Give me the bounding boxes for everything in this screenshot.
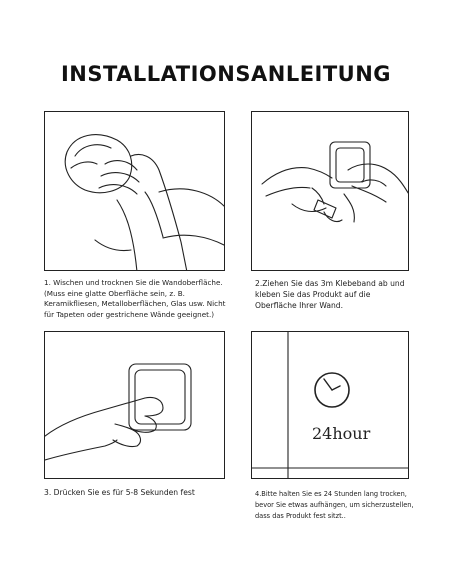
step-1-caption: 1. Wischen und trocknen Sie die Wandoberfläche. (Muss eine glatte Oberfläche sein, z. B. Keramikfliesen, Metalloberflächen, Glas usw. Nicht für Tapeten oder gestrichene Wände geeignet.) bbox=[44, 278, 226, 319]
step-2-caption: 2.Ziehen Sie das 3m Klebeband ab und kleben Sie das Produkt auf die Oberfläche Ihrer Wand. bbox=[255, 279, 405, 310]
step-2-illustration bbox=[251, 111, 409, 271]
step-4-caption: 4.Bitte halten Sie es 24 Stunden lang trocken, bevor Sie etwas aufhängen, um sicherzustellen, dass das Produkt fest sitzt.. bbox=[255, 490, 414, 520]
step-3-caption: 3. Drücken Sie es für 5-8 Sekunden fest bbox=[44, 488, 195, 497]
page-title: INSTALLATIONSANLEITUNG bbox=[60, 62, 392, 86]
hour-label: 24hour bbox=[312, 424, 371, 443]
step-3-illustration bbox=[44, 331, 225, 479]
step-4-illustration bbox=[251, 331, 409, 479]
step-1-illustration bbox=[44, 111, 225, 271]
